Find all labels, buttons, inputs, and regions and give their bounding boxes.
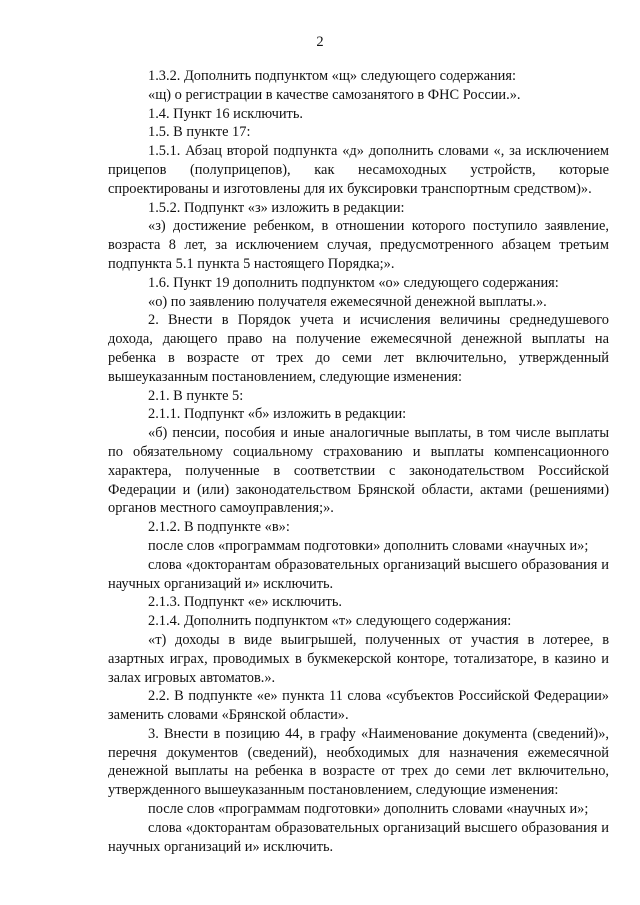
paragraph: 2.2. В подпункте «е» пункта 11 слова «субъектов Российской Федерации» заменить словами «Брянской области».	[108, 688, 609, 724]
paragraph: 3. Внести в позицию 44, в графу «Наименование документа (сведений)», перечня документов (сведений), необходимых для назначения ежемесячной денежной выплаты на ребенка в возрасте от трех до семи лет включительно, утвержденного вышеуказанным постановлением, следующие изменения:	[108, 725, 609, 799]
paragraph: слова «докторантам образовательных организаций высшего образования и научных организаций и» исключить.	[108, 556, 609, 592]
paragraph: «б) пенсии, пособия и иные аналогичные выплаты, в том числе выплаты по обязательному социальному страхованию и выплаты компенсационного характера, полученные в соответствии с законодательством Российской Федерации и (или) законодательством Брянской области, актами (решениями) органов местного самоуправления;».	[108, 425, 609, 517]
paragraph: после слов «программам подготовки» дополнить словами «научных и»;	[148, 537, 589, 554]
paragraph: 2. Внести в Порядок учета и исчисления величины среднедушевого дохода, дающего право на получение ежемесячной денежной выплаты на ребенка в возрасте от трех до семи лет включительно, утвержденный вышеуказанным постановлением, следующие изменения:	[108, 312, 609, 385]
paragraph: 1.5.2. Подпункт «з» изложить в редакции:	[148, 199, 405, 216]
paragraph: 2.1. В пункте 5:	[148, 387, 244, 404]
paragraph: «щ) о регистрации в качестве самозанятого в ФНС России.».	[148, 86, 521, 103]
paragraph: слова «докторантам образовательных организаций высшего образования и научных организаций и» исключить.	[108, 819, 609, 855]
page-number: 2	[316, 34, 324, 50]
paragraph: 2.1.2. В подпункте «в»:	[148, 519, 290, 536]
paragraph: 1.5. В пункте 17:	[148, 124, 251, 141]
paragraph: 1.6. Пункт 19 дополнить подпунктом «о» следующего содержания:	[148, 274, 559, 291]
paragraph: «т) доходы в виде выигрышей, полученных от участия в лотерее, в азартных играх, проводимых в букмекерской конторе, тотализаторе, в казино и залах игровых автоматов.».	[108, 631, 609, 686]
paragraph: 1.3.2. Дополнить подпунктом «щ» следующего содержания:	[148, 68, 516, 84]
paragraph: «о) по заявлению получателя ежемесячной денежной выплаты.».	[148, 293, 547, 310]
paragraph: 2.1.3. Подпункт «е» исключить.	[148, 594, 342, 611]
paragraph: 2.1.1. Подпункт «б» изложить в редакции:	[148, 406, 407, 423]
paragraph: 2.1.4. Дополнить подпунктом «т» следующего содержания:	[148, 613, 512, 630]
paragraph: после слов «программам подготовки» дополнить словами «научных и»;	[148, 801, 589, 818]
paragraph: «з) достижение ребенком, в отношении которого поступило заявление, возраста 8 лет, за исключением случая, предусмотренного абзацем третьим подпункта 5.1 пункта 5 настоящего Порядка;».	[108, 218, 609, 272]
paragraph: 1.4. Пункт 16 исключить.	[148, 105, 304, 122]
paragraph: 1.5.1. Абзац второй подпункта «д» дополнить словами «, за исключением прицепов (полуприцепов), как несамоходных устройств, которые спроектированы и изготовлены для их буксировки транспортным средством)».	[108, 143, 609, 197]
document-body	[108, 67, 609, 856]
